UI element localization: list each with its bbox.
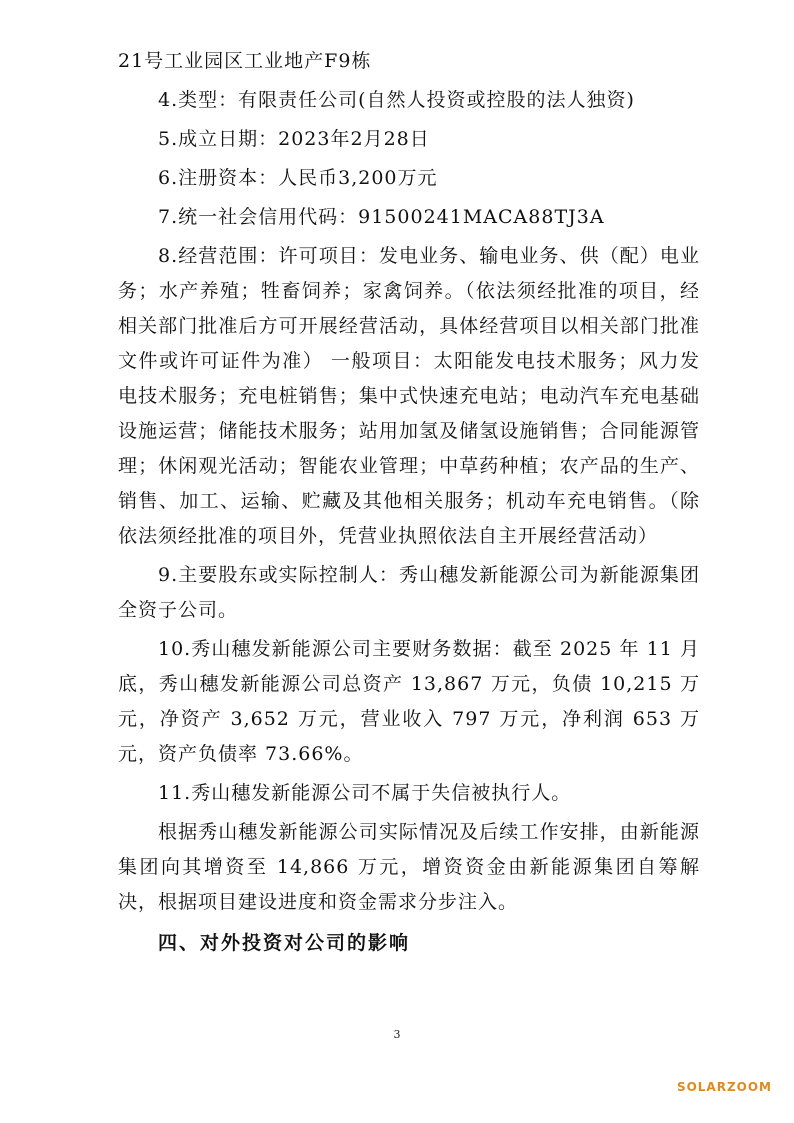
page-number: 3: [393, 1028, 401, 1041]
financial-data: 10.秀山穗发新能源公司主要财务数据：截至 2025 年 11 月底，秀山穗发新能源公司总资产 13,867 万元，负债 10,215 万元，净资产 3,652 万元，营业收入 797 万元，净利润 653 万元，资产负债率 73.66%。: [118, 638, 700, 765]
establishment-date: 5.成立日期：2023年2月28日: [158, 128, 430, 150]
document-body: [118, 44, 700, 961]
section-heading: 四、对外投资对公司的影响: [158, 932, 411, 954]
capital-increase-plan: 根据秀山穗发新能源公司实际情况及后续工作安排，由新能源集团向其增资至 14,866 万元，增资资金由新能源集团自筹解决，根据项目建设进度和资金需求分步注入。: [118, 821, 700, 913]
main-shareholder: 9.主要股东或实际控制人：秀山穗发新能源公司为新能源集团全资子公司。: [118, 564, 700, 621]
credit-code: 7.统一社会信用代码：91500241MACA88TJ3A: [158, 206, 605, 228]
watermark-logo: SOLARZOOM: [676, 1080, 772, 1094]
address-continuation: 21号工业园区工业地产F9栋: [118, 50, 372, 72]
company-type: 4.类型：有限责任公司(自然人投资或控股的法人独资): [158, 89, 635, 111]
credit-status: 11.秀山穗发新能源公司不属于失信被执行人。: [158, 782, 572, 804]
registered-capital: 6.注册资本：人民币3,200万元: [158, 167, 438, 189]
business-scope: 8.经营范围：许可项目：发电业务、输电业务、供（配）电业务；水产养殖；牲畜饲养；家禽饲养。（依法须经批准的项目，经相关部门批准后方可开展经营活动，具体经营项目以相关部门批准文件或许可证件为准） 一般项目：太阳能发电技术服务；风力发电技术服务；充电桩销售；集中式快速充电站；电动汽车充电基础设施运营；储能技术服务；站用加氢及储氢设施销售；合同能源管理；休闲观光活动；智能农业管理；中草药种植；农产品的生产、销售、加工、运输、贮藏及其他相关服务；机动车充电销售。（除依法须经批准的项目外，凭营业执照依法自主开展经营活动）: [118, 245, 700, 547]
